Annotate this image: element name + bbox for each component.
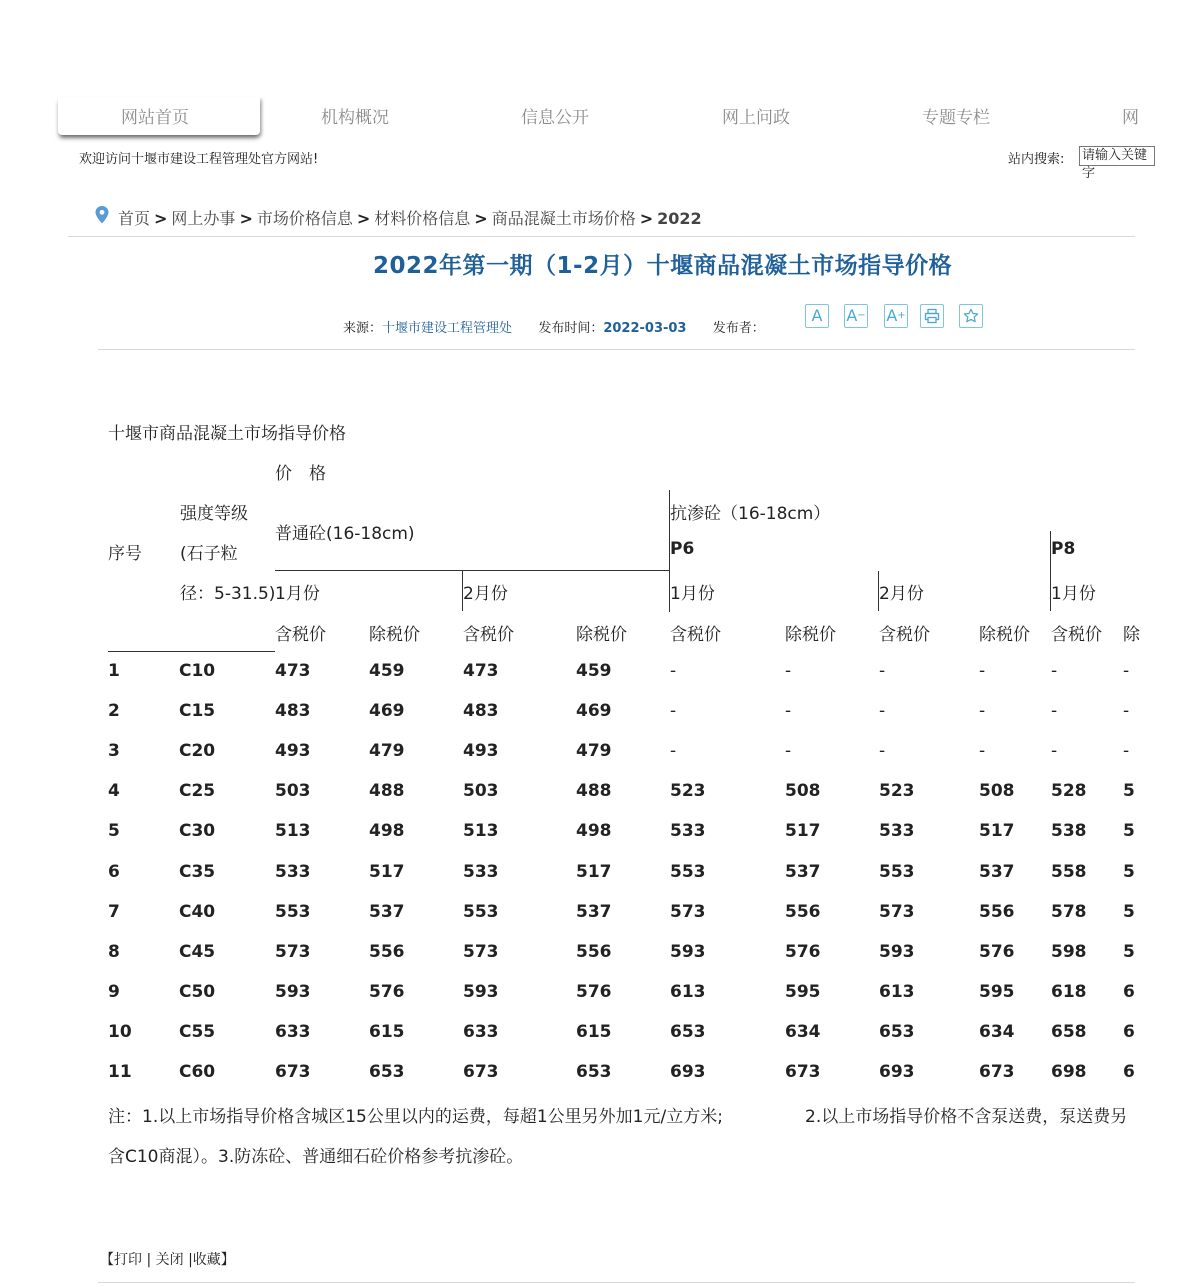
price-cell: 479 — [369, 741, 405, 761]
anti-seepage-header: 抗渗砼（16-18cm） — [670, 504, 831, 524]
price-cell: 483 — [463, 701, 499, 721]
breadcrumb-market-price[interactable]: 市场价格信息 — [256, 209, 353, 228]
row-index: 8 — [108, 942, 120, 962]
price-cell: 517 — [785, 821, 821, 841]
p6-header: P6 — [670, 539, 695, 559]
price-cell: 618 — [1051, 982, 1087, 1002]
price-cell: 493 — [275, 741, 311, 761]
source-label: 来源： — [343, 321, 383, 336]
title-divider — [98, 349, 1135, 350]
note-line-1: 注：1.以上市场指导价格含城区15公里以内的运费，每超1公里另外加1元/立方米; — [108, 1107, 723, 1127]
font-normal-icon[interactable]: A — [805, 304, 829, 328]
price-cell: 508 — [785, 781, 821, 801]
price-cell: 553 — [879, 862, 915, 882]
price-cell: - — [1123, 701, 1130, 721]
note-line-1b: 2.以上市场指导价格不含泵送费，泵送费另 — [805, 1107, 1128, 1127]
breadcrumb-home[interactable]: 首页 — [118, 209, 151, 228]
price-cell: 576 — [369, 982, 405, 1002]
grade-cell: C25 — [179, 781, 216, 801]
price-cell: 593 — [275, 982, 311, 1002]
time-value: 2022-03-03 — [603, 321, 687, 336]
nav-item-about[interactable]: 机构概况 — [321, 108, 389, 128]
search-label: 站内搜索: — [1008, 152, 1065, 167]
source-value: 十堰市建设工程管理处 — [382, 321, 513, 336]
price-cell: 634 — [785, 1022, 821, 1042]
location-pin-icon — [95, 206, 109, 224]
price-cell: - — [670, 741, 677, 761]
price-cell: - — [1123, 661, 1130, 681]
price-cell: 523 — [670, 781, 706, 801]
grade-cell: C50 — [179, 982, 216, 1002]
price-cell: 578 — [1051, 902, 1087, 922]
time-label: 发布时间： — [538, 321, 604, 336]
price-cell: 5 — [1123, 902, 1135, 922]
price-cell: 517 — [369, 862, 405, 882]
price-cell: 5 — [1123, 862, 1135, 882]
price-cell: 503 — [463, 781, 499, 801]
table-rule — [275, 570, 670, 571]
price-cell: - — [879, 661, 886, 681]
normal-feb-header: 2月份 — [463, 584, 508, 604]
row-index: 7 — [108, 902, 120, 922]
price-cell: 576 — [785, 942, 821, 962]
footer-divider — [98, 1282, 1135, 1283]
price-cell: 576 — [979, 942, 1015, 962]
price-cell: - — [979, 741, 986, 761]
price-cell: 473 — [275, 661, 311, 681]
price-cell: 488 — [369, 781, 405, 801]
table-rule — [669, 490, 670, 612]
row-index: 3 — [108, 741, 120, 761]
row-index: 9 — [108, 982, 120, 1002]
row-index: 1 — [108, 661, 120, 681]
price-cell: 553 — [463, 902, 499, 922]
breadcrumb-concrete-price[interactable]: 商品混凝土市场价格 — [491, 209, 636, 228]
print-icon[interactable] — [920, 304, 944, 328]
price-cell: 613 — [879, 982, 915, 1002]
grade-cell: C35 — [179, 862, 216, 882]
price-cell: 533 — [879, 821, 915, 841]
price-cell: 658 — [1051, 1022, 1087, 1042]
tax-incl-header: 含税价 — [670, 625, 721, 645]
price-cell: 673 — [785, 1062, 821, 1082]
price-cell: 533 — [463, 862, 499, 882]
price-cell: 537 — [576, 902, 612, 922]
price-cell: 573 — [879, 902, 915, 922]
price-cell: 556 — [785, 902, 821, 922]
table-rule — [878, 571, 879, 611]
price-cell: 653 — [670, 1022, 706, 1042]
tax-excl-header: 除税价 — [369, 625, 420, 645]
price-cell: 469 — [576, 701, 612, 721]
row-index: 2 — [108, 701, 120, 721]
price-cell: - — [1051, 661, 1058, 681]
price-cell: - — [879, 701, 886, 721]
price-cell: 5 — [1123, 942, 1135, 962]
price-cell: - — [1051, 741, 1058, 761]
price-cell: 488 — [576, 781, 612, 801]
price-cell: 598 — [1051, 942, 1087, 962]
tax-incl-header: 含税价 — [275, 625, 326, 645]
grade-header-2: (石子粒 — [180, 544, 238, 564]
table-caption: 十堰市商品混凝土市场指导价格 — [108, 424, 346, 444]
price-cell: - — [785, 661, 792, 681]
price-cell: 528 — [1051, 781, 1087, 801]
grade-cell: C10 — [179, 661, 216, 681]
breadcrumb-online-service[interactable]: 网上办事 — [171, 209, 236, 228]
row-index: 10 — [108, 1022, 132, 1042]
tax-excl-header: 除税价 — [576, 625, 627, 645]
p8-jan-header: 1月份 — [1051, 584, 1096, 604]
price-cell: 573 — [670, 902, 706, 922]
grade-cell: C60 — [179, 1062, 216, 1082]
nav-item-inquiry[interactable]: 网上问政 — [722, 108, 790, 128]
price-cell: 693 — [879, 1062, 915, 1082]
price-header: 价 格 — [275, 464, 326, 484]
price-cell: 673 — [463, 1062, 499, 1082]
price-cell: - — [670, 701, 677, 721]
nav-item-home[interactable]: 网站首页 — [121, 108, 189, 128]
grade-cell: C20 — [179, 741, 216, 761]
price-cell: 517 — [979, 821, 1015, 841]
price-cell: - — [879, 741, 886, 761]
price-cell: 595 — [979, 982, 1015, 1002]
price-cell: 517 — [576, 862, 612, 882]
price-cell: 498 — [369, 821, 405, 841]
price-cell: 513 — [275, 821, 311, 841]
tax-excl-header-cut: 除 — [1123, 625, 1140, 645]
price-cell: 673 — [275, 1062, 311, 1082]
article-title: 2022年第一期（1-2月）十堰商品混凝土市场指导价格 — [373, 253, 953, 279]
price-cell: 693 — [670, 1062, 706, 1082]
row-index: 5 — [108, 821, 120, 841]
price-cell: 593 — [463, 982, 499, 1002]
footer-links: 【打印 | 关闭 |收藏】 — [100, 1252, 235, 1268]
table-rule — [1050, 531, 1051, 611]
price-cell: 533 — [275, 862, 311, 882]
price-cell: 556 — [576, 942, 612, 962]
price-cell: 479 — [576, 741, 612, 761]
price-cell: 469 — [369, 701, 405, 721]
publisher-label: 发布者： — [712, 321, 765, 336]
table-rule — [108, 651, 275, 652]
breadcrumb-material-price[interactable]: 材料价格信息 — [374, 209, 471, 228]
tax-incl-header: 含税价 — [1051, 625, 1102, 645]
row-index: 4 — [108, 781, 120, 801]
row-index: 11 — [108, 1062, 132, 1082]
price-cell: 503 — [275, 781, 311, 801]
price-cell: 556 — [979, 902, 1015, 922]
price-cell: - — [785, 701, 792, 721]
price-cell: 508 — [979, 781, 1015, 801]
favorite-star-icon[interactable] — [959, 304, 983, 328]
price-cell: 673 — [979, 1062, 1015, 1082]
price-cell: - — [785, 741, 792, 761]
price-cell: 5 — [1123, 821, 1135, 841]
price-cell: 553 — [670, 862, 706, 882]
price-cell: 537 — [979, 862, 1015, 882]
breadcrumb-year[interactable]: 2022 — [657, 209, 702, 228]
tax-incl-header: 含税价 — [879, 625, 930, 645]
seq-header: 序号 — [108, 544, 142, 564]
price-cell: 513 — [463, 821, 499, 841]
breadcrumb-divider — [68, 236, 1135, 237]
price-cell: 613 — [670, 982, 706, 1002]
table-rule — [462, 571, 463, 611]
price-cell: 493 — [463, 741, 499, 761]
grade-header-1: 强度等级 — [180, 504, 248, 524]
normal-jan-header: 1月份 — [275, 584, 320, 604]
note-line-2: 含C10商混）。3.防冻砼、普通细石砼价格参考抗渗砼。 — [108, 1147, 524, 1167]
price-cell: 537 — [369, 902, 405, 922]
grade-cell: C30 — [179, 821, 216, 841]
price-cell: 483 — [275, 701, 311, 721]
price-cell: 556 — [369, 942, 405, 962]
print-link[interactable]: 打印 — [114, 1252, 142, 1268]
close-link[interactable]: 关闭 — [155, 1252, 184, 1268]
price-cell: 498 — [576, 821, 612, 841]
welcome-text: 欢迎访问十堰市建设工程管理处官方网站! — [79, 152, 319, 167]
price-cell: 615 — [576, 1022, 612, 1042]
price-cell: 653 — [576, 1062, 612, 1082]
nav-item-info[interactable]: 信息公开 — [521, 108, 589, 128]
font-smaller-icon[interactable]: A− — [844, 304, 868, 328]
price-cell: 653 — [879, 1022, 915, 1042]
price-cell: 459 — [576, 661, 612, 681]
article-meta — [343, 317, 765, 336]
grade-cell: C15 — [179, 701, 216, 721]
grade-cell: C40 — [179, 902, 216, 922]
p6-jan-header: 1月份 — [670, 584, 715, 604]
p8-header: P8 — [1051, 539, 1076, 559]
price-cell: 533 — [670, 821, 706, 841]
price-cell: 6 — [1123, 1022, 1135, 1042]
price-cell: - — [1051, 701, 1058, 721]
price-cell: 593 — [670, 942, 706, 962]
search-input[interactable]: 请输入关键字 — [1079, 146, 1155, 166]
price-cell: 633 — [463, 1022, 499, 1042]
price-cell: 558 — [1051, 862, 1087, 882]
grade-cell: C45 — [179, 942, 216, 962]
price-cell: 698 — [1051, 1062, 1087, 1082]
grade-header-3: 径：5-31.5) — [180, 584, 276, 604]
breadcrumb: 首页 > 网上办事 > 市场价格信息 > 材料价格信息 > 商品混凝土市场价格 > 2022 — [118, 209, 702, 228]
price-cell: 473 — [463, 661, 499, 681]
normal-concrete-header: 普通砼(16-18cm) — [275, 524, 415, 544]
grade-cell: C55 — [179, 1022, 216, 1042]
price-cell: 634 — [979, 1022, 1015, 1042]
price-cell: 538 — [1051, 821, 1087, 841]
price-cell: - — [979, 661, 986, 681]
price-cell: 653 — [369, 1062, 405, 1082]
nav-item-more[interactable]: 网 — [1122, 108, 1139, 128]
favorite-link[interactable]: 收藏 — [192, 1252, 221, 1268]
price-cell: - — [670, 661, 677, 681]
price-cell: 6 — [1123, 982, 1135, 1002]
price-cell: 523 — [879, 781, 915, 801]
price-cell: - — [1123, 741, 1130, 761]
font-bigger-icon[interactable]: A+ — [884, 304, 908, 328]
tax-excl-header: 除税价 — [979, 625, 1030, 645]
price-cell: 615 — [369, 1022, 405, 1042]
p6-feb-header: 2月份 — [879, 584, 924, 604]
price-cell: 633 — [275, 1022, 311, 1042]
price-cell: 5 — [1123, 781, 1135, 801]
price-cell: 576 — [576, 982, 612, 1002]
price-cell: 537 — [785, 862, 821, 882]
price-cell: 573 — [275, 942, 311, 962]
tax-incl-header: 含税价 — [463, 625, 514, 645]
price-cell: 459 — [369, 661, 405, 681]
price-cell: 553 — [275, 902, 311, 922]
nav-item-topics[interactable]: 专题专栏 — [922, 108, 990, 128]
price-cell: 593 — [879, 942, 915, 962]
tax-excl-header: 除税价 — [785, 625, 836, 645]
price-cell: 573 — [463, 942, 499, 962]
price-cell: 595 — [785, 982, 821, 1002]
price-cell: - — [979, 701, 986, 721]
price-cell: 6 — [1123, 1062, 1135, 1082]
row-index: 6 — [108, 862, 120, 882]
